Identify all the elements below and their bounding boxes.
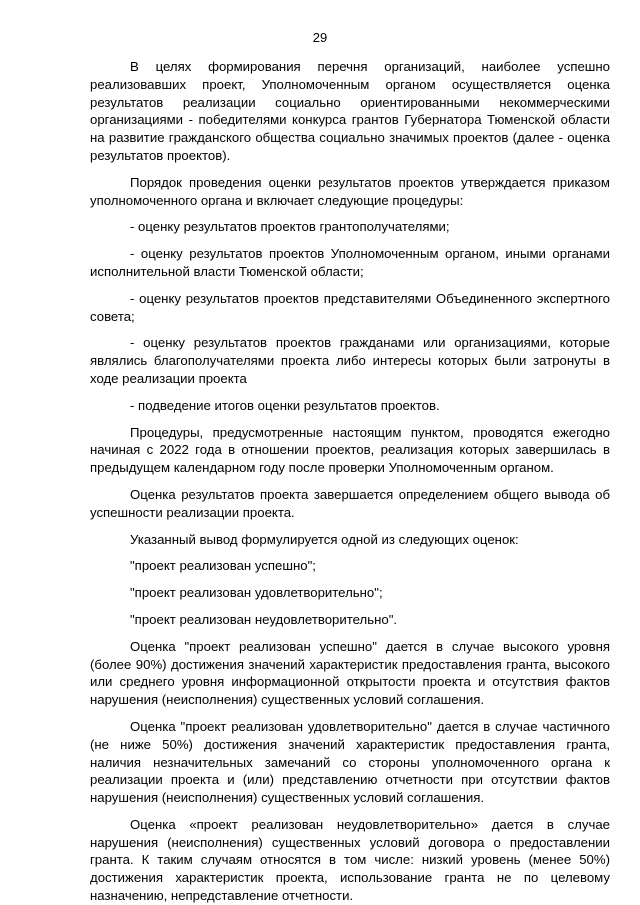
- paragraph-conclusion: Оценка результатов проекта завершается определением общего вывода об успешности реализации проекта.: [90, 486, 610, 520]
- paragraph-rating-satisfactory: Оценка "проект реализован удовлетворительно" дается в случае частичного (не ниже 50%) достижения значений характеристик предоставления гранта, наличия незначительных замечаний со стороны уполномоченного органа к реализации проекта и (или) представлению отчетности при отсутствии фактов нарушения (неисполнения) существенных условий соглашения.: [90, 718, 610, 806]
- paragraph-rating-unsatisfactory: Оценка «проект реализован неудовлетворительно» дается в случае нарушения (неисполнения) существенных условий договора о предоставлении гранта. К таким случаям относятся в том числе: низкий уровень (менее 50%) достижения характеристик проекта, использование гранта не по целевому назначению, непредставление отчетности.: [90, 816, 610, 904]
- paragraph-ratings-intro: Указанный вывод формулируется одной из следующих оценок:: [130, 531, 519, 547]
- document-body: [90, 58, 610, 905]
- paragraph-intro: В целях формирования перечня организаций, наиболее успешно реализовавших проект, Уполномоченным органом осуществляется оценка результатов реализации социально ориентированными некоммерческими организациями - победителями конкурса грантов Губернатора Тюменской области на развитие гражданского общества социально значимых проектов (далее - оценка результатов проектов).: [90, 59, 610, 163]
- paragraph-schedule: Процедуры, предусмотренные настоящим пунктом, проводятся ежегодно начиная с 2022 года в отношении проектов, реализация которых завершилась в предыдущем календарном году после проверки Уполномоченным органом.: [90, 424, 610, 476]
- rating-option: "проект реализован успешно";: [130, 558, 316, 574]
- list-item: - оценку результатов проектов грантополучателями;: [130, 219, 450, 235]
- list-item: - подведение итогов оценки результатов проектов.: [130, 397, 440, 413]
- list-item: - оценку результатов проектов гражданами или организациями, которые являлись благополучателями проекта либо интересы которых были затронуты в ходе реализации проекта: [90, 335, 610, 386]
- list-item: - оценку результатов проектов представителями Объединенного экспертного совета;: [90, 290, 610, 324]
- paragraph-procedure: Порядок проведения оценки результатов проектов утверждается приказом уполномоченного органа и включает следующие процедуры:: [90, 174, 610, 208]
- rating-option: "проект реализован неудовлетворительно".: [130, 611, 398, 627]
- paragraph-rating-success: Оценка "проект реализован успешно" дается в случае высокого уровня (более 90%) достижения значений характеристик предоставления гранта, высокого или среднего уровня информационной открытости проекта и отсутствия фактов нарушения (неисполнения) существенных условий соглашения.: [90, 638, 610, 708]
- page-number: 29: [312, 30, 328, 45]
- list-item: - оценку результатов проектов Уполномоченным органом, иными органами исполнительной власти Тюменской области;: [90, 246, 610, 279]
- rating-option: "проект реализован удовлетворительно";: [130, 585, 383, 601]
